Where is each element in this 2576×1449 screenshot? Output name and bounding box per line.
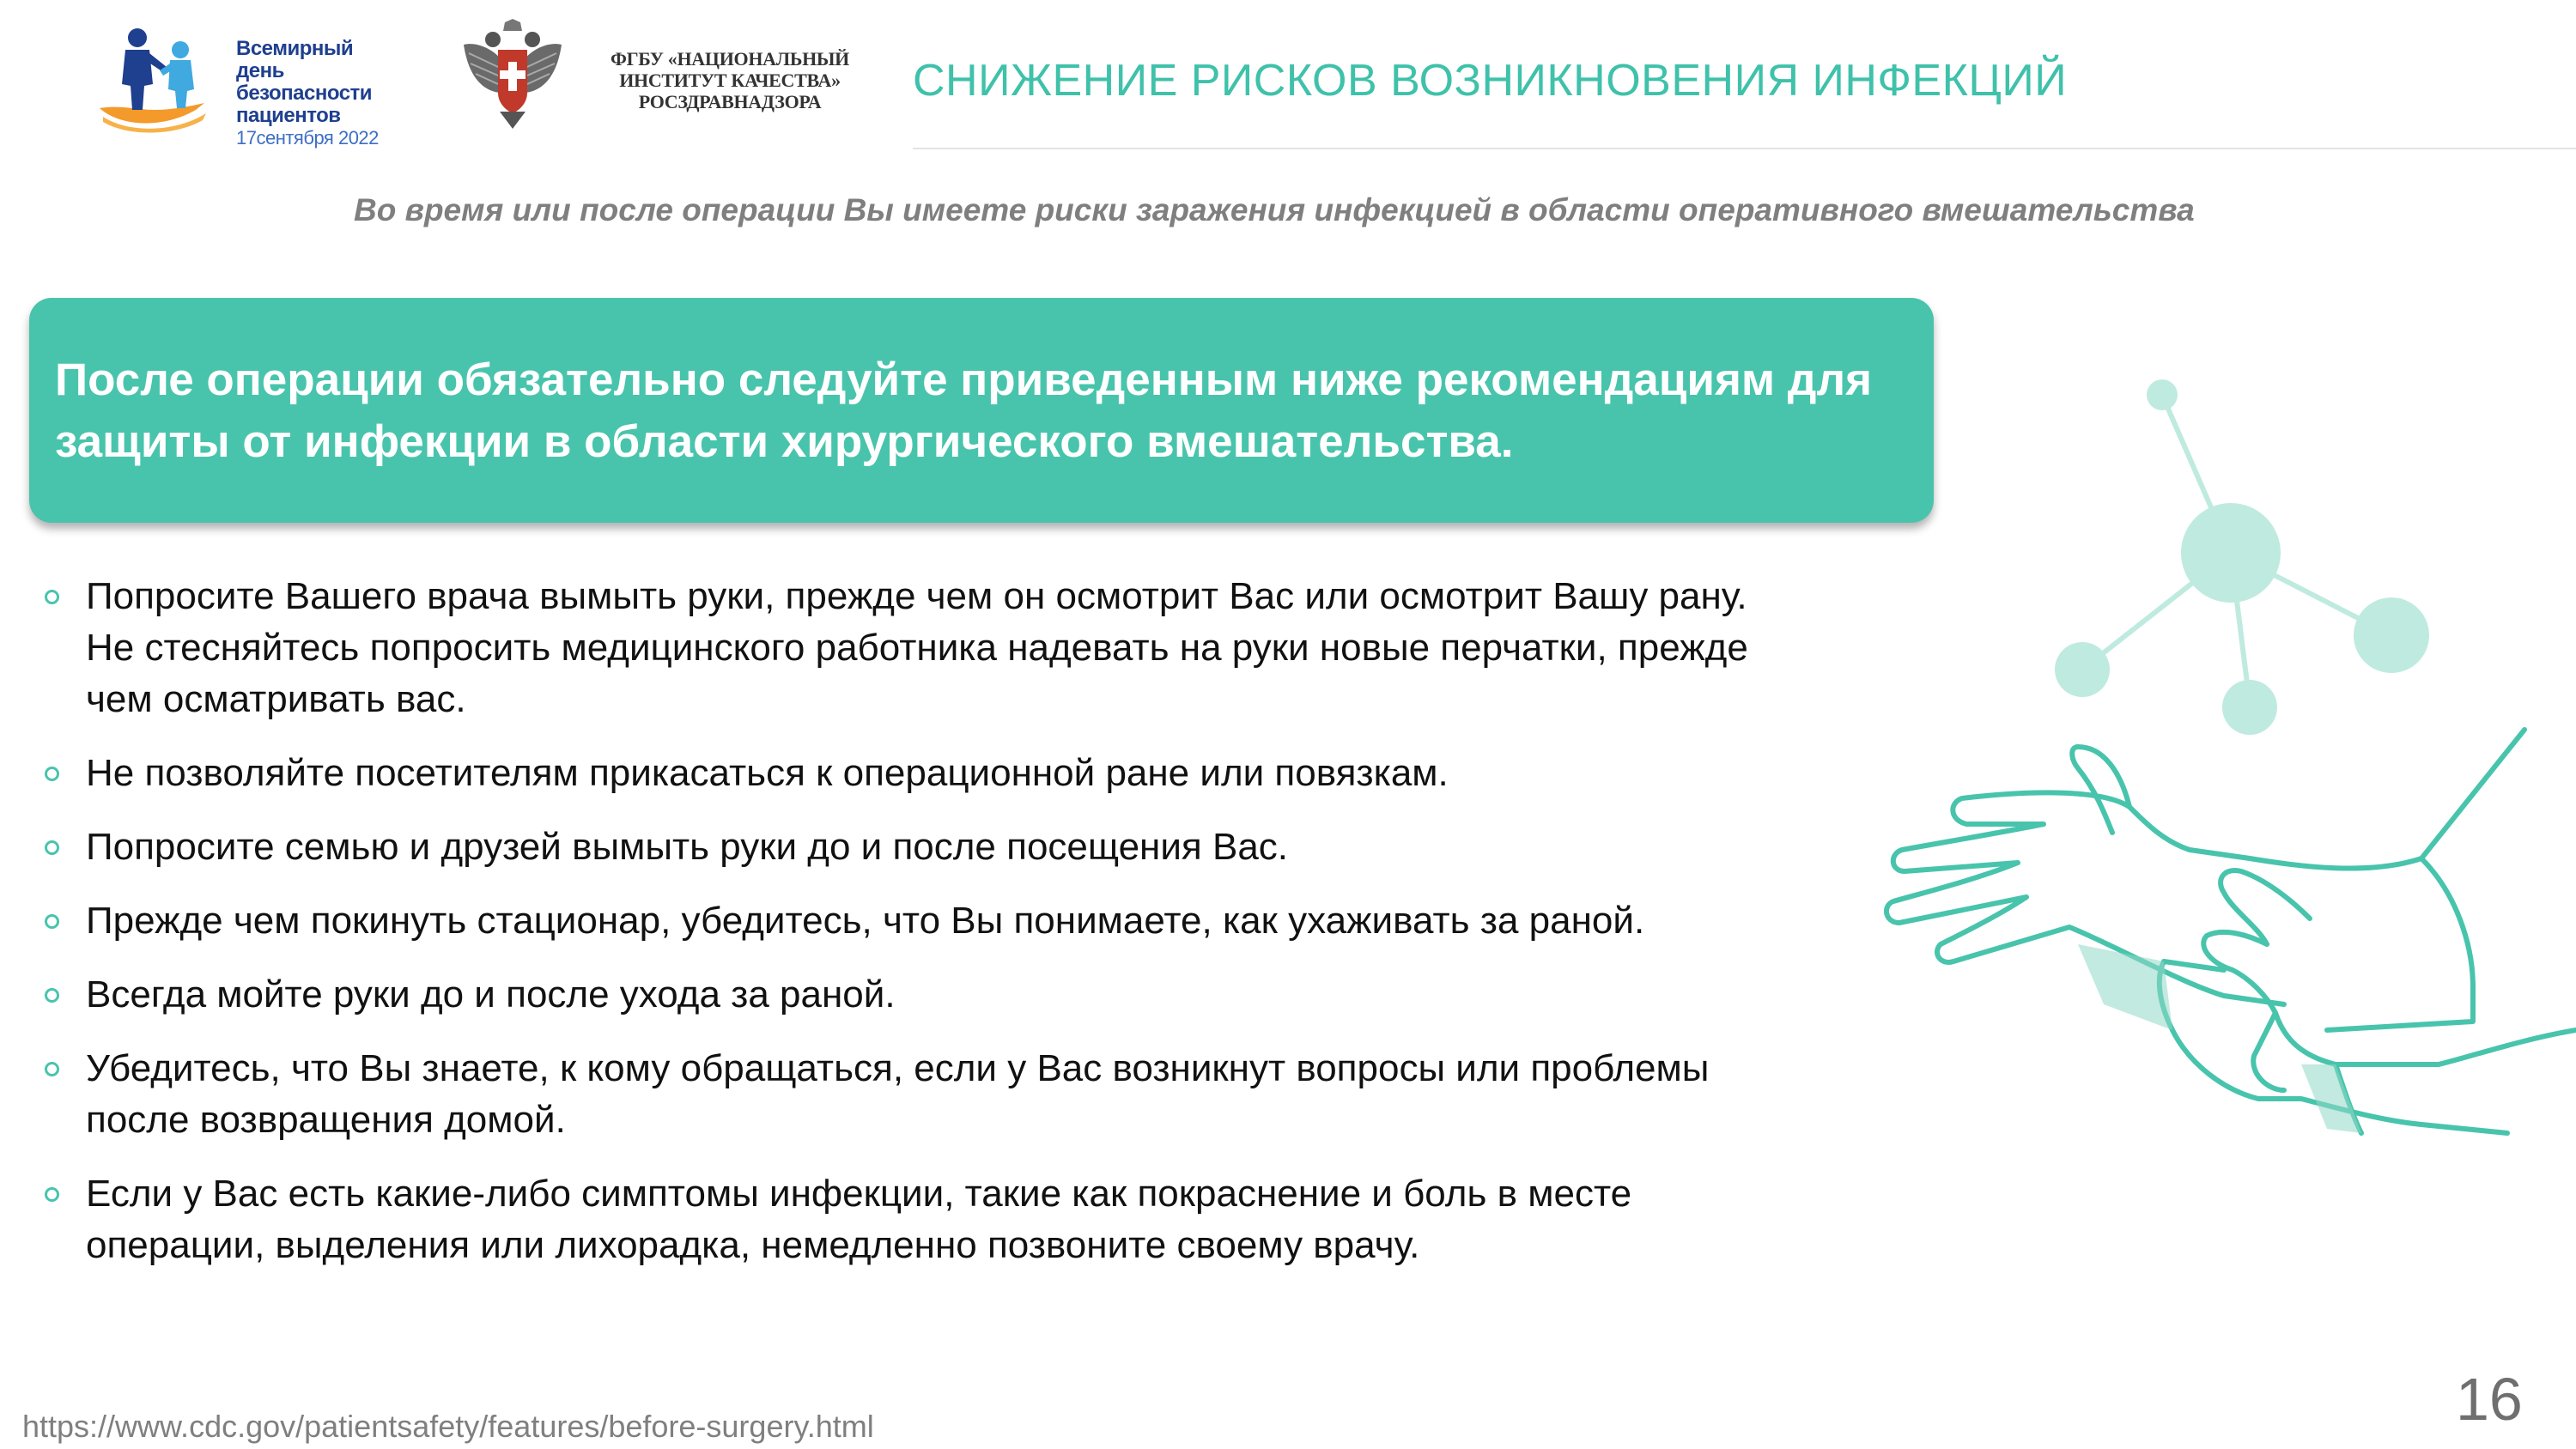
list-item-text: Не позволяйте посетителям прикасаться к операционной ране или повязкам. xyxy=(86,752,1449,794)
molecule-icon xyxy=(2055,379,2429,735)
roszdravnadzor-emblem xyxy=(460,19,565,130)
gloved-hands-molecule-illustration xyxy=(1820,343,2576,1202)
wpsd-date: 17сентября 2022 xyxy=(236,127,379,149)
recommendation-banner xyxy=(29,298,1934,523)
circle-bullet-icon xyxy=(45,590,59,604)
circle-bullet-icon xyxy=(45,1187,59,1202)
list-item xyxy=(43,969,1786,1021)
list-item-text: Убедитесь, что Вы знаете, к кому обращаться, если у Вас возникнут вопросы или проблемы после возвращения домой. xyxy=(86,1047,1710,1141)
page-number: 16 xyxy=(2456,1366,2523,1433)
institute-line-1: ФГБУ «НАЦИОНАЛЬНЫЙ xyxy=(610,48,849,70)
wpsd-line-3: пациентов xyxy=(236,104,341,127)
wpsd-line-1: Всемирный день xyxy=(236,37,354,82)
list-item xyxy=(43,748,1786,799)
list-item xyxy=(43,822,1786,873)
institute-line-2: ИНСТИТУТ КАЧЕСТВА» xyxy=(619,70,841,91)
gripping-hand-icon xyxy=(2160,870,2576,1133)
circle-bullet-icon xyxy=(45,1062,59,1076)
page-title: СНИЖЕНИЕ РИСКОВ ВОЗНИКНОВЕНИЯ ИНФЕКЦИЙ xyxy=(913,56,2068,106)
list-item xyxy=(43,1043,1786,1146)
wpsd-line-2: безопасности xyxy=(236,82,373,105)
circle-bullet-icon xyxy=(45,988,59,1003)
recommendations-list xyxy=(43,571,1786,1294)
list-item-text: Попросите Вашего врача вымыть руки, прежде чем он осмотрит Вас или осмотрит Вашу рану. Не стесняйтесь попросить медицинского работника надевать на руки новые перчатки, прежде чем осматривать вас. xyxy=(86,575,1748,720)
double-headed-eagle-emblem-icon xyxy=(460,19,565,130)
list-item xyxy=(43,571,1786,725)
gloved-hands-illustration xyxy=(1820,343,2576,1202)
open-hand-icon xyxy=(1886,730,2524,1030)
source-link[interactable]: https://www.cdc.gov/patientsafety/features/before-surgery.html xyxy=(22,1409,874,1444)
people-helping-hands-icon xyxy=(94,24,223,136)
institute-line-3: РОСЗДРАВНАДЗОРА xyxy=(638,91,822,112)
title-divider xyxy=(913,148,2576,149)
circle-bullet-icon xyxy=(45,840,59,855)
institute-logo-text xyxy=(592,48,867,112)
list-item-text: Всегда мойте руки до и после ухода за раной. xyxy=(86,973,896,1016)
list-item-text: Если у Вас есть какие-либо симптомы инфекции, такие как покраснение и боль в месте операции, выделения или лихорадка, немедленно позвоните своему врачу. xyxy=(86,1173,1632,1266)
wpsd-logo-text xyxy=(236,38,404,149)
list-item xyxy=(43,1168,1786,1271)
page-subtitle: Во время или после операции Вы имеете риски заражения инфекцией в области оперативного вмешательства xyxy=(354,192,2195,227)
circle-bullet-icon xyxy=(45,914,59,929)
banner-text: После операции обязательно следуйте приведенным ниже рекомендациям для защиты от инфекции в области хирургического вмешательства. xyxy=(55,355,1873,467)
list-item-text: Прежде чем покинуть стационар, убедитесь, что Вы понимаете, как ухаживать за раной. xyxy=(86,900,1645,942)
list-item xyxy=(43,895,1786,947)
world-patient-safety-day-logo xyxy=(94,24,404,149)
list-item-text: Попросите семью и друзей вымыть руки до и после посещения Вас. xyxy=(86,826,1289,868)
circle-bullet-icon xyxy=(45,767,59,781)
